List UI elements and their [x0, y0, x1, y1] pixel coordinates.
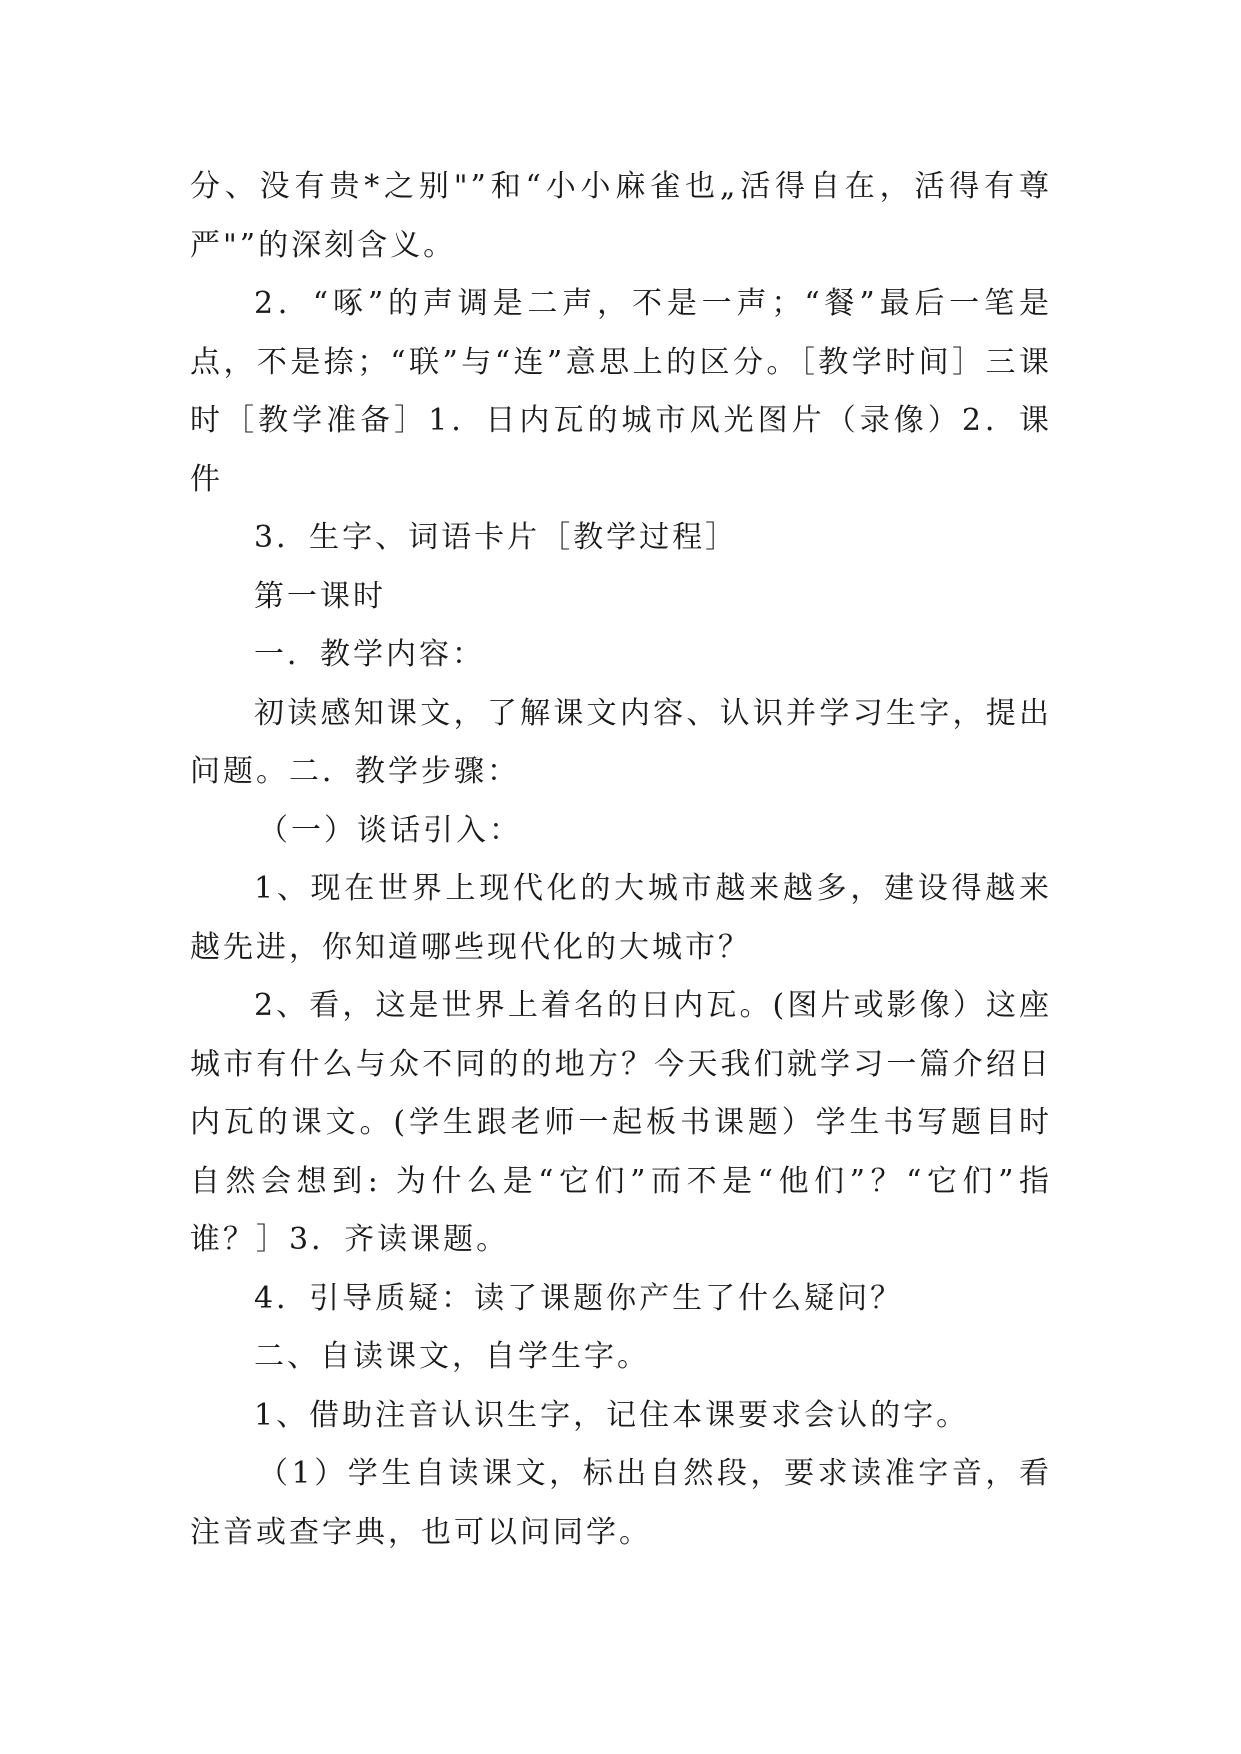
subsection-heading-intro: （一）谈话引入： — [258, 812, 522, 848]
paragraph-3: 3．生字、词语卡片［教学过程］ — [254, 520, 739, 555]
paragraph-1: 分、没有贵*之别"”和“小小麻雀也„活得自在，活得有尊严"”的深刻含义。 — [190, 169, 1052, 263]
paragraph-2: 2．“啄”的声调是二声，不是一声；“餐”最后一笔是点，不是捺；“联”与“连”意思上的区分。［教学时间］三课时［教学准备］1．日内瓦的城市风光图片（录像）2．课件 — [190, 286, 1052, 497]
paragraph-8: 1、现在世界上现代化的大城市越来越多，建设得越来越先进，你知道哪些现代化的大城市？ — [190, 871, 1052, 965]
section-heading-teaching-content: 一．教学内容： — [254, 637, 485, 672]
paragraph-13: （1）学生自读课文，标出自然段，要求读准字音，看注音或查字典，也可以问同学。 — [190, 1456, 1052, 1550]
paragraph-9: 2、看，这是世界上着名的日内瓦。(图片或影像）这座城市有什么与众不同的的地方？今天我们就学习一篇介绍日内瓦的课文。(学生跟老师一起板书课题）学生书写题目时自然会想到: 为什么是“它们”而不是“他们”？“它们”指谁？］3．齐读课题。 — [190, 988, 1052, 1257]
paragraph-10: 4．引导质疑：读了课题你产生了什么疑问？ — [254, 1280, 904, 1316]
lesson-heading: 第一课时 — [254, 578, 386, 614]
section-heading-self-reading: 二、自读课文，自学生字。 — [254, 1339, 650, 1374]
paragraph-12: 1、借助注音认识生字，记住本课要求会认的字。 — [254, 1397, 970, 1433]
document-body — [190, 158, 1052, 1562]
paragraph-6: 初读感知课文，了解课文内容、认识并学习生字，提出问题。二．教学步骤： — [190, 695, 1052, 789]
